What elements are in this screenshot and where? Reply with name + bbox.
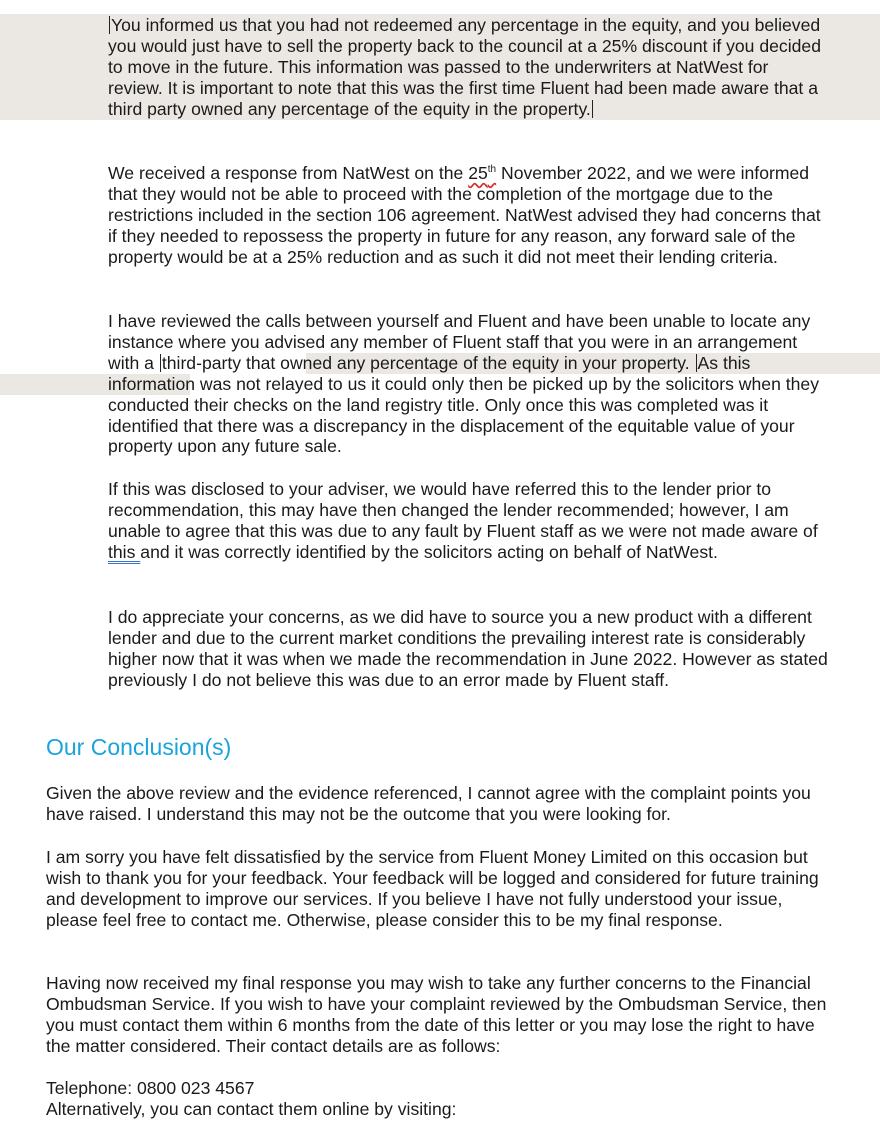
spelling-flag[interactable] (468, 163, 496, 183)
contact-online[interactable]: Alternatively, you can contact them online by visiting: (46, 1099, 457, 1119)
text-cursor (109, 16, 110, 34)
paragraph-ombudsman[interactable]: Having now received my final response you may wish to take any further concerns to the Financial Ombudsman Service. If you wish to have your complaint reviewed by the Ombudsman Service, then you must contact them within 6 months from the date of this letter or you may lose the right to have the matter considered. Their contact details are as follows: (46, 973, 827, 1056)
grammar-flag[interactable]: this (108, 541, 141, 562)
paragraph-conclusion[interactable]: Given the above review and the evidence referenced, I cannot agree with the complaint points you have raised. I understand this may not be the outcome that you were looking for. (46, 783, 811, 824)
selected-text: third-party that owned any percentage of the equity in your property. (161, 352, 690, 373)
text-cursor (592, 100, 593, 118)
paragraph-text: If this was disclosed to your adviser, we would have referred this to the lender prior to recommendation, this may have then changed the lender recommended; however, I am unable to agree that this was due to any fault by Fluent staff as we were not made aware of (108, 479, 818, 541)
paragraph-concerns[interactable]: I do appreciate your concerns, as we did have to source you a new product with a different lender and due to the current market conditions the prevailing interest rate is considerably higher now that it was when we made the recommendation in June 2022. However as stated previously I do not believe this was due to an error made by Fluent staff. (108, 607, 828, 690)
paragraph-disclosure[interactable] (108, 479, 828, 563)
paragraph-natwest-response[interactable] (108, 163, 828, 268)
date-suffix: th (487, 164, 497, 176)
paragraph-text: and it was correctly identified by the solicitors acting on behalf of NatWest. (140, 541, 718, 562)
paragraph-apology[interactable]: I am sorry you have felt dissatisfied by the service from Fluent Money Limited on this occasion but wish to thank you for your feedback. Your feedback will be logged and considered for future training and development to improve our services. If you believe I have not fully understood your issue, please feel free to contact me. Otherwise, please consider this to be my final response. (46, 847, 819, 930)
text-cursor (696, 354, 697, 372)
paragraph-text: November 2022, and we were informed that they would not be able to proceed with the completion of the mortgage due to the restrictions included in the section 106 agreement. NatWest advised they had concerns that if they needed to repossess the property in future for any reason, any forward sale of the property would be at a 25% reduction and as such it did not meet their lending criteria. (108, 163, 821, 267)
contact-telephone[interactable]: Telephone: 0800 023 4567 (46, 1078, 255, 1098)
paragraph-calls-review[interactable] (108, 311, 828, 457)
paragraph-text: I have reviewed the calls between yourself and Fluent and have been unable to locate any instance where you advised any member of Fluent staff that you were in an arrangement with a (108, 311, 811, 373)
text-cursor (160, 354, 161, 372)
date-day: 25 (468, 163, 488, 183)
paragraph-text: You informed us that you had not redeemed any percentage in the equity, and you believed you would just have to sell the property back to the council at a 25% discount if you decided to move in the future. This information was passed to the underwriters at NatWest for review. It is important to note that this was the first time Fluent had been made aware that a third party owned any percentage of the equity in the property. (108, 15, 821, 119)
paragraph-text: We received a response from NatWest on the (108, 163, 469, 183)
paragraph-text: As this information was not relayed to us it could only then be picked up by the solicitors when they conducted their checks on the land registry title. Only once this was completed was it identified that there was a discrepancy in the displacement of the equitable value of your property upon any future sale. (108, 352, 819, 457)
paragraph-equity-disclosure[interactable] (108, 15, 828, 120)
section-heading: Our Conclusion(s) (46, 734, 232, 760)
